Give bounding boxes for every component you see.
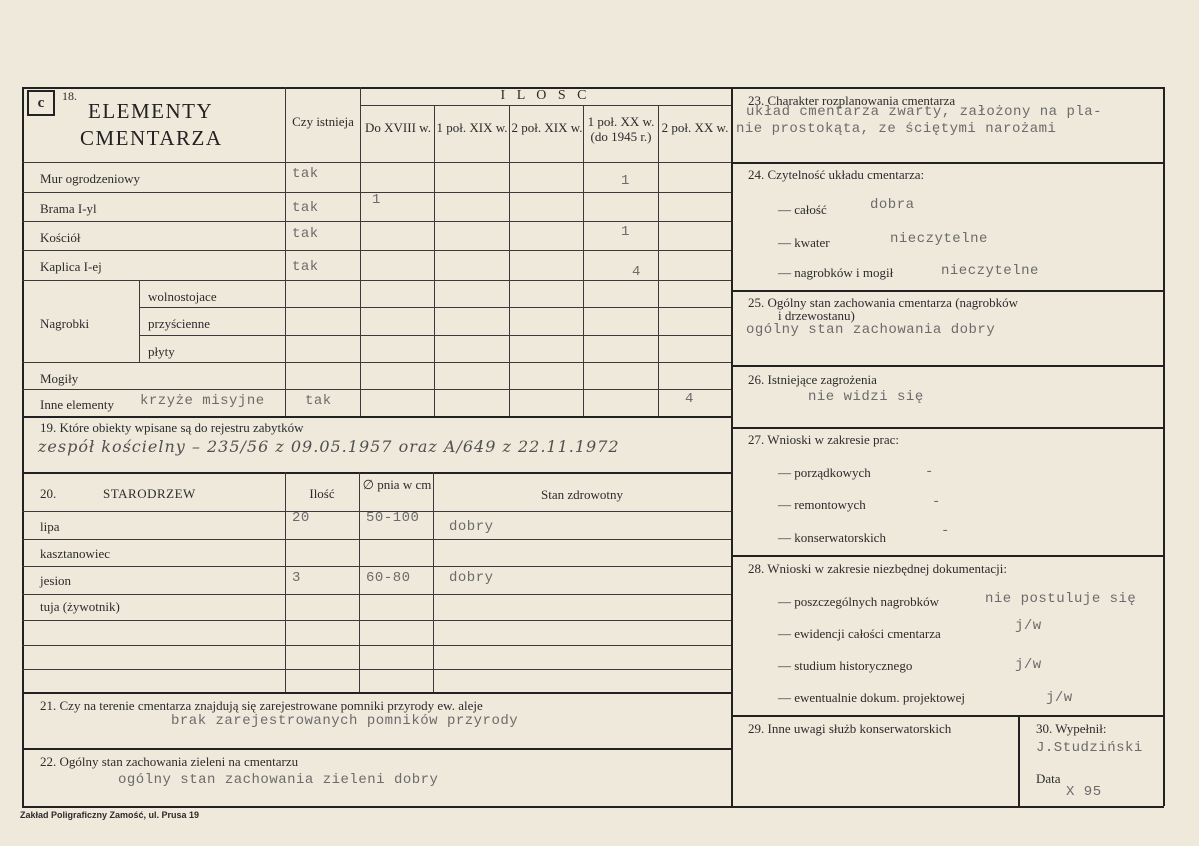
section-26-label: 26. Istniejące zagrożenia bbox=[748, 372, 877, 387]
s24-item-3-label: — nagrobków i mogił bbox=[778, 265, 894, 280]
row-v4-kaplica: 4 bbox=[632, 264, 641, 280]
section-23-label: 23. Charakter rozplanowania cmentarza bbox=[748, 93, 956, 108]
s27-item-1-label: — porządkowych bbox=[778, 465, 871, 480]
s28-item-2-label: — ewidencji całości cmentarza bbox=[778, 626, 941, 641]
s28-item-3-label: — studium historycznego bbox=[778, 658, 913, 673]
tree-name-4: tuja (żywotnik) bbox=[40, 599, 120, 614]
s27-item-3-value: - bbox=[941, 523, 950, 539]
section-24-label: 24. Czytelność układu cmentarza: bbox=[748, 167, 925, 182]
s28-item-1-label: — poszczególnych nagrobków bbox=[778, 594, 940, 609]
tree-ilosc-1: 20 bbox=[292, 510, 310, 526]
s28-item-1-value: nie postuluje się bbox=[985, 591, 1137, 607]
section-30-label: 30. Wypełnił: bbox=[1036, 721, 1107, 736]
s24-item-1-label: — całość bbox=[778, 202, 827, 217]
inne-czy: tak bbox=[305, 393, 332, 409]
period-4: 1 poł. XX w. (do 1945 r.) bbox=[587, 114, 655, 144]
s27-item-1-value: - bbox=[925, 464, 934, 480]
section-22-value: ogólny stan zachowania zieleni dobry bbox=[118, 772, 439, 788]
nagrobki-type-1: wolnostojace bbox=[148, 289, 217, 304]
row-v4-kosciol: 1 bbox=[621, 224, 630, 240]
corner-label-box: c bbox=[27, 90, 55, 116]
col-pnia: ∅ pnia w cm bbox=[362, 477, 432, 492]
s28-item-4-value: j/w bbox=[1046, 690, 1073, 706]
tree-pnia-1: 50-100 bbox=[366, 510, 420, 526]
col-czy-istnieja: Czy istnieja bbox=[292, 114, 354, 129]
section-25-label-1: 25. Ogólny stan zachowania cmentarza (nagrobków bbox=[748, 295, 1019, 310]
row-label-kaplica: Kaplica I-ej bbox=[40, 259, 102, 274]
section-26-value: nie widzi się bbox=[808, 389, 924, 405]
section-25-value: ogólny stan zachowania dobry bbox=[746, 322, 996, 338]
tree-name-2: kasztanowiec bbox=[40, 546, 111, 561]
section-19-label: 19. Które obiekty wpisane są do rejestru zabytków bbox=[40, 420, 304, 435]
mogily-label: Mogiły bbox=[40, 371, 79, 386]
inne-v5: 4 bbox=[685, 391, 694, 407]
tree-pnia-3: 60-80 bbox=[366, 570, 411, 586]
row-czy-brama: tak bbox=[292, 200, 319, 216]
s27-item-3-label: — konserwatorskich bbox=[778, 530, 886, 545]
section-20-title: STARODRZEW bbox=[103, 486, 196, 501]
section-30-value: J.Studziński bbox=[1036, 740, 1143, 756]
section-20-number: 20. bbox=[40, 486, 57, 501]
section-29-label: 29. Inne uwagi służb konserwatorskich bbox=[748, 721, 952, 736]
section-30-date-label: Data bbox=[1036, 771, 1061, 786]
ilosc-header: I L O Ś Ć bbox=[500, 88, 591, 103]
tree-ilosc-3: 3 bbox=[292, 570, 301, 586]
s24-item-2-value: nieczytelne bbox=[890, 231, 988, 247]
row-czy-kaplica: tak bbox=[292, 259, 319, 275]
period-5: 2 poł. XX w. bbox=[661, 120, 729, 135]
col-stan: Stan zdrowotny bbox=[541, 487, 623, 502]
s28-item-3-value: j/w bbox=[1015, 657, 1042, 673]
section-30-date-value: X 95 bbox=[1066, 784, 1102, 800]
tree-stan-3: dobry bbox=[449, 570, 494, 586]
row-v1-brama: 1 bbox=[372, 192, 381, 208]
row-czy-mur: tak bbox=[292, 166, 319, 182]
section-28-label: 28. Wnioski w zakresie niezbędnej dokumentacji: bbox=[748, 561, 1007, 576]
s24-item-1-value: dobra bbox=[870, 197, 915, 213]
period-1: Do XVIII w. bbox=[365, 120, 431, 135]
row-czy-kosciol: tak bbox=[292, 226, 319, 242]
section-18-title-line2: CMENTARZA bbox=[80, 126, 223, 150]
s24-item-2-label: — kwater bbox=[778, 235, 830, 250]
printer-footer: Zakład Poligraficzny Zamość, ul. Prusa 19 bbox=[20, 810, 200, 820]
period-3: 2 poł. XIX w. bbox=[511, 120, 583, 135]
s27-item-2-label: — remontowych bbox=[778, 497, 866, 512]
section-23-line2: nie prostokąta, ze ściętymi narożami bbox=[736, 121, 1057, 137]
section-21-value: brak zarejestrowanych pomników przyrody bbox=[171, 713, 519, 729]
s28-item-4-label: — ewentualnie dokum. projektowej bbox=[778, 690, 966, 705]
inne-value: krzyże misyjne bbox=[140, 393, 265, 409]
section-18-title-line1: ELEMENTY bbox=[88, 99, 214, 123]
s28-item-2-value: j/w bbox=[1015, 618, 1042, 634]
inne-label: Inne elementy bbox=[40, 397, 114, 412]
section-25-label-2: i drzewostanu) bbox=[778, 308, 855, 323]
nagrobki-label: Nagrobki bbox=[40, 316, 90, 331]
period-2: 1 poł. XIX w. bbox=[436, 120, 508, 135]
row-label-mur: Mur ogrodzeniowy bbox=[40, 171, 141, 186]
section-18-number: 18. bbox=[62, 89, 77, 103]
tree-name-1: lipa bbox=[40, 519, 60, 534]
row-label-brama: Brama I-yl bbox=[40, 201, 97, 216]
row-label-kosciol: Kościół bbox=[40, 230, 81, 245]
tree-name-3: jesion bbox=[40, 573, 72, 588]
col-ilosc: Ilość bbox=[309, 486, 335, 501]
nagrobki-type-3: płyty bbox=[148, 344, 175, 359]
section-23-line1: układ cmentarza zwarty, założony na pla- bbox=[746, 104, 1103, 120]
s24-item-3-value: nieczytelne bbox=[941, 263, 1039, 279]
section-22-label: 22. Ogólny stan zachowania zieleni na cmentarzu bbox=[40, 754, 299, 769]
row-v4-mur: 1 bbox=[621, 173, 630, 189]
section-21-label: 21. Czy na terenie cmentarza znajdują się zarejestrowane pomniki przyrody ew. aleje bbox=[40, 698, 483, 713]
s27-item-2-value: - bbox=[932, 494, 941, 510]
section-19-value: zespół kościelny – 235/56 z 09.05.1957 oraz A/649 z 22.11.1972 bbox=[38, 437, 620, 456]
nagrobki-type-2: przyścienne bbox=[148, 316, 211, 331]
tree-stan-1: dobry bbox=[449, 519, 494, 535]
section-27-label: 27. Wnioski w zakresie prac: bbox=[748, 432, 900, 447]
